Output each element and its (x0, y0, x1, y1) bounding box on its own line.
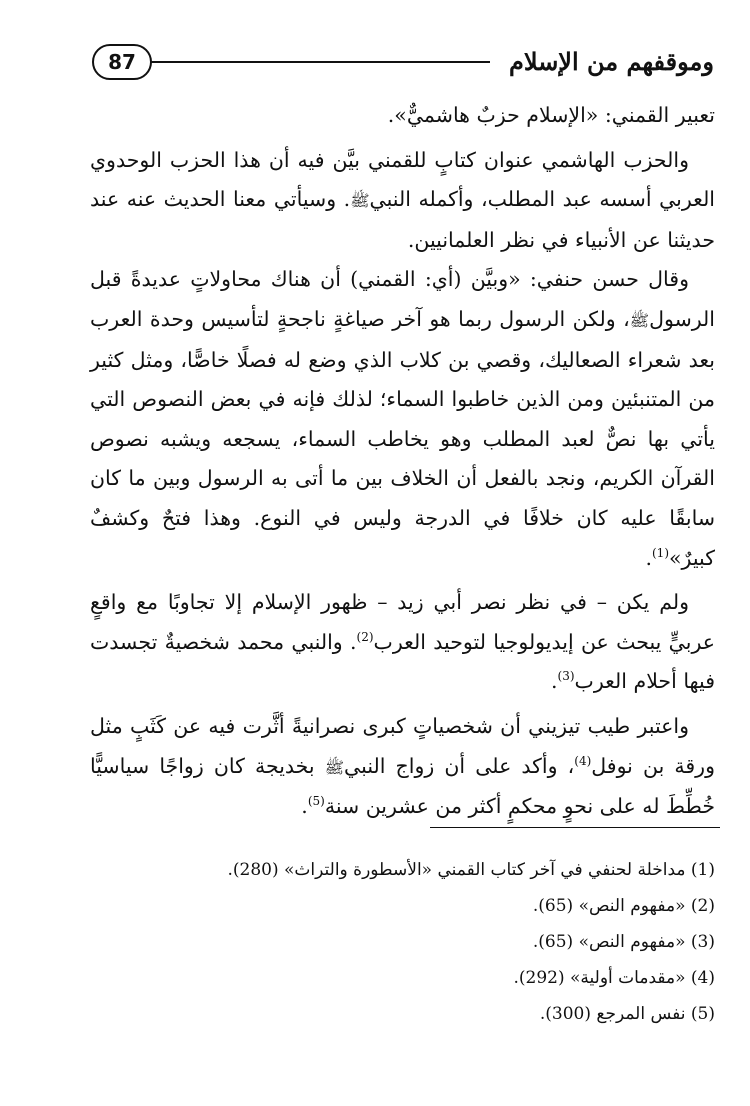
footnote-5: (5) نفس المرجع (300). (539, 1004, 715, 1024)
paragraph-4-text-b: . والنبي محمد شخصيةٌ تجسدت فيها أحلام العرب (90, 629, 715, 694)
footnote-ref-4[interactable]: (4) (574, 753, 592, 768)
footnote-ref-2[interactable]: (2) (356, 629, 374, 644)
paragraph-2 (90, 141, 715, 261)
running-title: وموقفهم من الإسلام (509, 47, 714, 76)
footnote-ref-5[interactable]: (5) (307, 794, 325, 809)
footnotes (100, 852, 715, 1032)
salawat-glyph: ﷺ (350, 191, 370, 211)
paragraph-1-text: تعبير القمني: «الإسلام حزبٌ هاشميٌّ». (387, 103, 715, 127)
footnote-separator (430, 827, 720, 828)
paragraph-5-text-a: واعتبر طيب تيزيني أن شخصياتٍ كبرى نصرانيةً أثَّرت فيه عن كَثَبٍ مثل ورقة بن نوفل (90, 713, 715, 778)
paragraph-3-text-b: ، ولكن الرسول ربما هو آخر صياغةٍ ناجحةٍ لتأسيس وحدة العرب بعد شعراء الصعاليك، وقصي بن كلاب الذي وضع له فصلًا خاصًّا، ومثل كثير من المتنبئين ومن الذين خاطبوا السماء؛ لذلك فإنه في بعض النصوص التي يأتي بها نصٌّ لعبد المطلب وهو يخاطب السماء، يسجعه ويشبه نصوص القرآن الكريم، ونجد بالفعل أن الخلاف بين ما أتى به الرسول وبين ما كان سابقًا عليه كان خلافًا في الدرجة وليس في النوع. وهذا فتحٌ وكشفٌ كبيرٌ» (90, 306, 715, 570)
salawat-glyph: ﷺ (629, 310, 650, 330)
header-rule (150, 61, 490, 63)
footnote-1: (1) مداخلة لحنفي في آخر كتاب القمني «الأسطورة والتراث» (280). (227, 860, 715, 880)
body-text (90, 96, 715, 827)
paragraph-2-text: والحزب الهاشمي عنوان كتابٍ للقمني بيَّن فيه أن هذا الحزب الوحدوي العربي أسسه عبد المطلب، وأكمله النبي (90, 147, 716, 212)
paragraph-4: ولم يكن – في نظر نصر أبي زيد – ظهور الإسلام إلا تجاوبًا مع واقعٍ عربيٍّ يبحث عن إيديولوجيا لتوحيد العرب$^{(2)}$. والنبي محمد شخصيةٌ تجسدت فيها أحلام العرب$^{(3)}$. (90, 590, 715, 694)
salawat-glyph: ﷺ (324, 757, 345, 777)
paragraph-3: وقال حسن حنفي: «وبيَّن (أي: القمني) أن هناك محاولاتٍ عديدةً قبل الرسولﷺ، ولكن الرسول ربما هو آخر صياغةٍ ناجحةٍ لتأسيس وحدة العرب بعد شعراء الصعاليك، وقصي بن كلاب الذي وضع له فصلًا خاصًّا، ومثل كثير من المتنبئين ومن الذين خاطبوا السماء؛ لذلك فإنه في بعض النصوص التي يأتي بها نصٌّ لعبد المطلب وهو يخاطب السماء، يسجعه ويشبه نصوص القرآن الكريم، ونجد بالفعل أن الخلاف بين ما أتى به الرسول وبين ما كان سابقًا عليه كان خلافًا في الدرجة وليس في النوع. وهذا فتحٌ وكشفٌ كبيرٌ»$^{(1)}$. (90, 267, 715, 570)
paragraph-2-tail: . وسيأتي معنا الحديث عنه عند حديثنا عن الأنبياء في نظر العلمانيين. (90, 187, 715, 252)
page-header (92, 40, 714, 84)
footnote-ref-1[interactable]: (1) (651, 545, 669, 560)
paragraph-4-text-a: ولم يكن – في نظر نصر أبي زيد – ظهور الإسلام إلا تجاوبًا مع واقعٍ عربيٍّ يبحث عن إيديولوجيا لتوحيد العرب (90, 590, 715, 654)
footnote-ref-3[interactable]: (3) (557, 669, 575, 684)
paragraph-1 (90, 96, 715, 136)
paragraph-5-text-b: ، وأكد على أن زواج النبي (344, 753, 575, 778)
footnote-2: (2) «مفهوم النص» (65). (532, 896, 715, 916)
paragraph-3-text-a: وقال حسن حنفي: «وبيَّن (أي: القمني) أن هناك محاولاتٍ عديدةً قبل الرسول (90, 267, 715, 331)
paragraph-5: واعتبر طيب تيزيني أن شخصياتٍ كبرى نصرانيةً أثَّرت فيه عن كَثَبٍ مثل ورقة بن نوفل$^{(4)}$، وأكد على أن زواج النبيﷺ بخديجة كان زواجًا سياسيًّا خُطِّطَ له على نحوٍ محكمٍ أكثر من عشرين سنة$^{(5)}$. (90, 713, 715, 819)
footnote-4: (4) «مقدمات أولية» (292). (513, 968, 715, 988)
footnote-3: (3) «مفهوم النص» (65). (532, 932, 715, 952)
paragraph-5-text-c: بخديجة كان زواجًا سياسيًّا خُطِّطَ له على نحوٍ محكمٍ أكثر من عشرين سنة (90, 753, 715, 819)
page-number: 87 (92, 44, 152, 80)
